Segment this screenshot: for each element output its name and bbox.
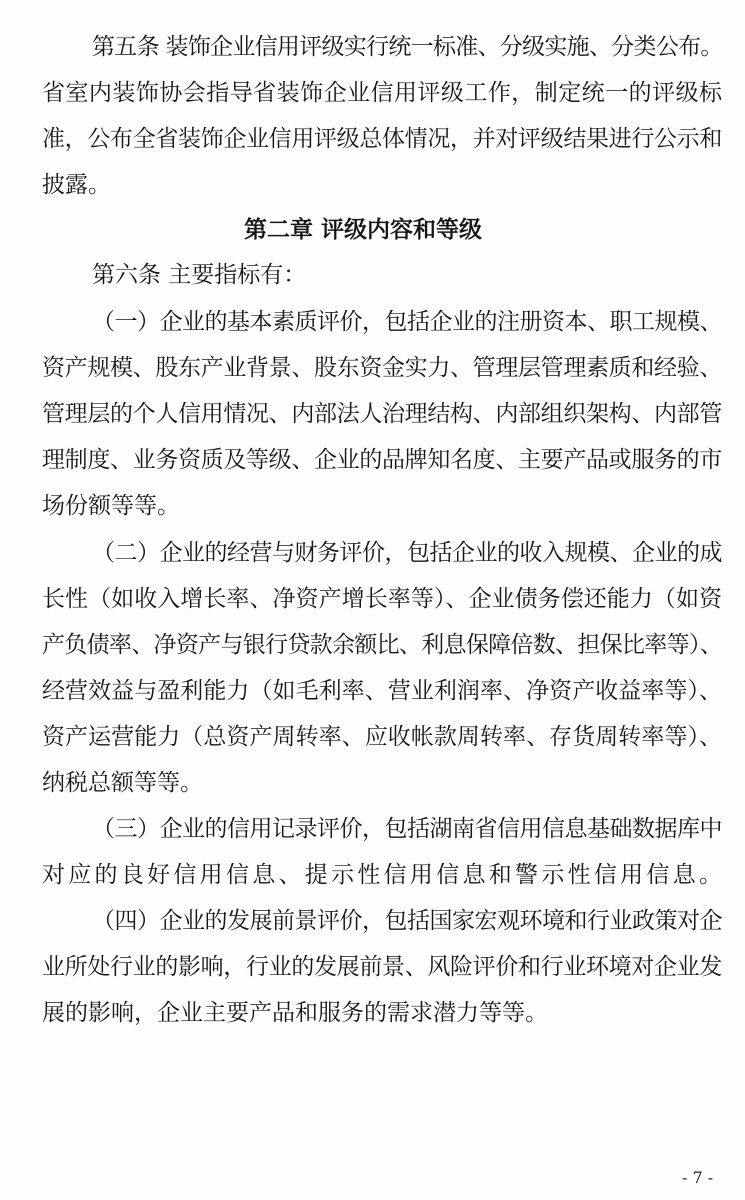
- item4-line-2: 业所处行业的影响，行业的发展前景、风险评价和行业环境对企业发: [42, 954, 723, 980]
- item2-line-2: 长性（如收入增长率、净资产增长率等）、企业债务偿还能力（如资: [42, 586, 723, 612]
- item4-line-1: （四）企业的发展前景评价，包括国家宏观环境和行业政策对企: [92, 908, 722, 934]
- chapter-title: 第二章 评级内容和等级: [244, 217, 483, 243]
- article6-intro: 第六条 主要指标有：: [92, 262, 307, 288]
- article5-line-1: 第五条 装饰企业信用评级实行统一标准、分级实施、分类公布。: [92, 34, 723, 60]
- item4-line-3: 展的影响，企业主要产品和服务的需求潜力等等。: [42, 1000, 548, 1026]
- item1-line-1: （一）企业的基本素质评价，包括企业的注册资本、职工规模、: [92, 309, 722, 335]
- item3-line-2: 对应的良好信用信息、提示性信用信息和警示性信用信息。: [42, 862, 726, 888]
- item3-line-1: （三）企业的信用记录评价，包括湖南省信用信息基础数据库中: [92, 816, 722, 842]
- item1-line-5: 场份额等等。: [42, 493, 180, 519]
- article5-line-2: 省室内装饰协会指导省装饰企业信用评级工作，制定统一的评级标: [42, 80, 723, 106]
- item2-line-3: 产负债率、净资产与银行贷款余额比、利息保障倍数、担保比率等）、: [42, 632, 723, 658]
- item2-line-6: 纳税总额等等。: [42, 770, 203, 796]
- page-number: - 7 -: [682, 1168, 714, 1187]
- article5-line-3: 准，公布全省装饰企业信用评级总体情况，并对评级结果进行公示和: [42, 126, 723, 152]
- item2-line-4: 经营效益与盈利能力（如毛利率、营业利润率、净资产收益率等）、: [42, 678, 723, 704]
- item1-line-2: 资产规模、股东产业背景、股东资金实力、管理层管理素质和经验、: [42, 355, 723, 381]
- item1-line-3: 管理层的个人信用情况、内部法人治理结构、内部组织架构、内部管: [42, 401, 723, 427]
- item2-line-1: （二）企业的经营与财务评价，包括企业的收入规模、企业的成: [92, 540, 722, 566]
- article5-line-4: 披露。: [42, 172, 111, 198]
- item1-line-4: 理制度、业务资质及等级、企业的品牌知名度、主要产品或服务的市: [42, 447, 723, 473]
- item2-line-5: 资产运营能力（总资产周转率、应收帐款周转率、存货周转率等）、: [42, 724, 723, 750]
